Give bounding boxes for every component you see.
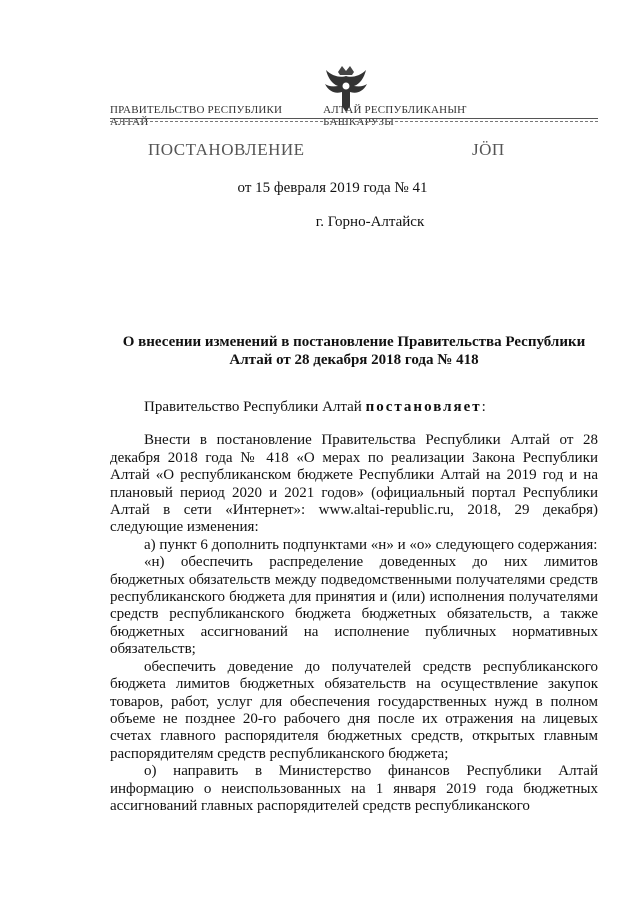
header-divider-secondary: [110, 121, 598, 122]
intro-paragraph: [110, 399, 598, 416]
header-divider: [110, 118, 598, 119]
government-header: [110, 104, 540, 128]
body-paragraph: обеспечить доведение до получателей средств республиканского бюджета лимитов бюджетных обязательств на осуществление закупок товаров, работ, услуг для обеспечения государственных нужд в полном объеме не позднее 20-го рабочего дня после их отражения на лицевых счетах главного распорядителя бюджетных средств, открытых главным распорядителям средств республиканского бюджета;: [110, 658, 598, 762]
doc-type-altai: ЈӦП: [472, 140, 505, 159]
body-paragraph: о) направить в Министерство финансов Республики Алтай информацию о неиспользованных на 1 января 2019 года бюджетных ассигнований главных распорядителей средств республиканского: [110, 763, 598, 814]
body-paragraph: Внести в постановление Правительства Республики Алтай от 28 декабря 2018 года № 418 «О мерах по реализации Закона Республики Алтай «О республиканском бюджете Республики Алтай на 2019 год и на плановый период 2020 и 2021 годов» (официальный портал Республики Алтай в сети «Интернет»: www.altai-republic.ru, 2018, 29 декабря) следующие изменения:: [110, 432, 598, 536]
header-left-text: ПРАВИТЕЛЬСТВО РЕСПУБЛИКИ АЛТАЙ: [110, 104, 283, 128]
document-city: г. Горно-Алтайск: [315, 214, 425, 230]
document-title: О внесении изменений в постановление Правительства Республики Алтай от 28 декабря 2018 года № 418: [122, 334, 586, 368]
doc-type-russian: ПОСТАНОВЛЕНИЕ: [148, 140, 305, 159]
header-right-text: АЛТАЙ РЕСПУБЛИКАНЫҤ БАШКАРУЗЫ: [323, 104, 467, 128]
intro-verb: постановляет: [365, 399, 482, 415]
body-paragraph: «н) обеспечить распределение доведенных до них лимитов бюджетных обязательств между подведомственными получателями средств республиканского бюджета для принятия и (или) исполнения получателями средств республиканского бюджета бюджетных обязательств, а также бюджетных ассигнований на исполнение публичных нормативных обязательств;: [110, 554, 598, 658]
body-paragraph: а) пункт 6 дополнить подпунктами «н» и «о» следующего содержания:: [144, 536, 598, 553]
document-date: от 15 февраля 2019 года № 41: [237, 180, 428, 196]
document-body: [110, 399, 598, 815]
intro-suffix: :: [481, 399, 486, 415]
intro-prefix: Правительство Республики Алтай: [144, 399, 366, 415]
